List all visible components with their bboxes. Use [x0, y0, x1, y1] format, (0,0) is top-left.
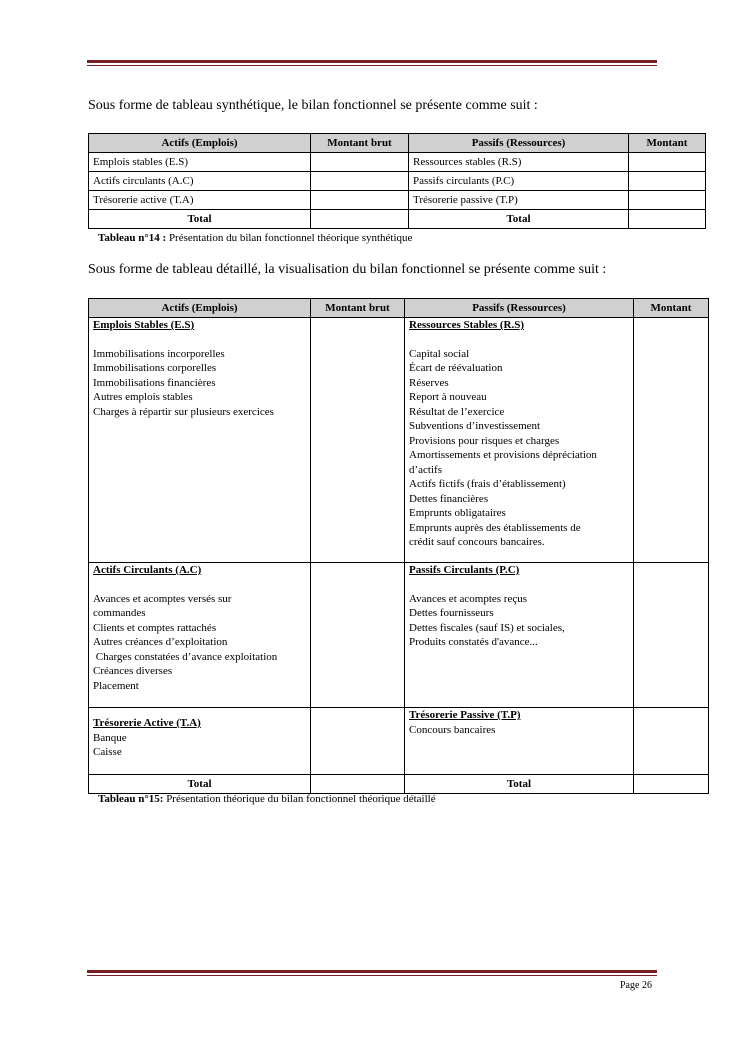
- list-item: Résultat de l’exercice: [409, 405, 505, 418]
- list-item: Actifs fictifs (frais d’établissement): [409, 478, 566, 490]
- tresorerie-passive-cell: [405, 708, 634, 775]
- list-item: Immobilisations incorporelles: [93, 347, 225, 360]
- pc-list: [409, 592, 629, 650]
- cell-montant: [634, 775, 709, 794]
- list-item: crédit sauf concours bancaires.: [409, 536, 545, 548]
- list-item: Placement: [93, 679, 139, 692]
- total-left: Total: [89, 775, 311, 794]
- cell-montant: [634, 708, 709, 775]
- list-item: Amortissements et provisions dépréciation: [409, 449, 597, 461]
- cell-passif: Trésorerie passive (T.P): [409, 191, 629, 210]
- cell-montant: [634, 563, 709, 708]
- cell-actif: Actifs circulants (A.C): [89, 172, 311, 191]
- list-item: Dettes financières: [409, 492, 489, 505]
- list-item: Charges à répartir sur plusieurs exercices: [93, 405, 274, 418]
- total-left: Total: [89, 210, 311, 229]
- list-item: Dettes fournisseurs: [409, 607, 494, 619]
- list-item: Emprunts obligataires: [409, 507, 506, 519]
- header-actifs: Actifs (Emplois): [89, 134, 311, 153]
- intro-synthetic: Sous forme de tableau synthétique, le bilan fonctionnel se présente comme suit :: [88, 98, 538, 113]
- section-heading: Passifs Circulants (P.C): [409, 564, 520, 576]
- list-item: Charges constatées d’avance exploitation: [93, 650, 278, 663]
- list-item: Avances et acomptes reçus: [409, 592, 527, 605]
- list-item: Capital social: [409, 347, 470, 360]
- header-rule: [87, 60, 657, 66]
- cell-montant-brut: [311, 563, 405, 708]
- total-row: [89, 775, 709, 794]
- list-item: Autres emplois stables: [93, 391, 193, 403]
- cell-montant-brut: [311, 153, 409, 172]
- list-item: Créances diverses: [93, 665, 173, 677]
- header-montant: Montant: [629, 134, 706, 153]
- table-row: [89, 191, 706, 210]
- total-row: [89, 210, 706, 229]
- footer-rule: [87, 970, 657, 976]
- cell-actif: Trésorerie active (T.A): [89, 191, 311, 210]
- list-item: commandes: [93, 607, 146, 619]
- ac-list: [93, 592, 306, 694]
- list-item: Produits constatés d'avance...: [409, 636, 538, 648]
- table-header-row: [89, 134, 706, 153]
- list-item: Réserves: [409, 376, 449, 389]
- emplois-stables-cell: [89, 318, 311, 563]
- list-item: Banque: [93, 731, 127, 744]
- table14-caption: [98, 232, 412, 244]
- table-header-row: [89, 299, 709, 318]
- cell-montant-brut: [311, 775, 405, 794]
- caption-label: Tableau n°15:: [98, 793, 164, 805]
- page-number: Page 26: [620, 980, 652, 991]
- cell-montant: [629, 210, 706, 229]
- caption-label: Tableau n°14 :: [98, 232, 167, 244]
- intro-detailed: Sous forme de tableau détaillé, la visualisation du bilan fonctionnel se présente comme suit :: [88, 262, 607, 277]
- passifs-circulants-cell: [405, 563, 634, 708]
- header-passifs: Passifs (Ressources): [409, 134, 629, 153]
- rs-list: [409, 347, 629, 550]
- tresorerie-active-cell: [89, 708, 311, 775]
- header-passifs: Passifs (Ressources): [405, 299, 634, 318]
- list-item: Écart de réévaluation: [409, 362, 503, 374]
- cell-montant: [629, 153, 706, 172]
- cell-actif: Emplois stables (E.S): [89, 153, 311, 172]
- tresorerie-section-row: [89, 708, 709, 775]
- caption-text: Présentation théorique du bilan fonctionnel théorique détaillé: [163, 793, 436, 805]
- list-item: Immobilisations corporelles: [93, 362, 217, 374]
- cell-passif: Passifs circulants (P.C): [409, 172, 629, 191]
- total-right: Total: [405, 775, 634, 794]
- list-item: Autres créances d’exploitation: [93, 636, 228, 648]
- table15-caption: [98, 793, 436, 805]
- list-item: Avances et acomptes versés sur: [93, 592, 232, 605]
- ressources-stables-cell: [405, 318, 634, 563]
- cell-montant-brut: [311, 708, 405, 775]
- circulant-section-row: [89, 563, 709, 708]
- header-actifs: Actifs (Emplois): [89, 299, 311, 318]
- cell-montant-brut: [311, 210, 409, 229]
- synthetic-balance-table: [88, 133, 706, 229]
- detailed-balance-table: [88, 298, 709, 794]
- tp-list: [409, 723, 629, 738]
- ta-list: [93, 731, 306, 760]
- section-heading: Trésorerie Active (T.A): [93, 717, 201, 729]
- header-montant-brut: Montant brut: [311, 299, 405, 318]
- section-heading: Emplois Stables (E.S): [93, 319, 195, 331]
- list-item: d’actifs: [409, 463, 442, 476]
- list-item: Provisions pour risques et charges: [409, 434, 560, 447]
- list-item: Report à nouveau: [409, 391, 487, 403]
- list-item: Concours bancaires: [409, 723, 496, 736]
- list-item: Emprunts auprès des établissements de: [409, 521, 581, 534]
- cell-montant: [629, 191, 706, 210]
- header-montant-brut: Montant brut: [311, 134, 409, 153]
- cell-montant-brut: [311, 318, 405, 563]
- stable-section-row: [89, 318, 709, 563]
- list-item: Dettes fiscales (sauf IS) et sociales,: [409, 621, 565, 634]
- table-row: [89, 172, 706, 191]
- list-item: Subventions d’investissement: [409, 420, 541, 432]
- cell-montant-brut: [311, 172, 409, 191]
- cell-montant-brut: [311, 191, 409, 210]
- table-row: [89, 153, 706, 172]
- cell-passif: Ressources stables (R.S): [409, 153, 629, 172]
- list-item: Clients et comptes rattachés: [93, 621, 217, 634]
- section-heading: Trésorerie Passive (T.P): [409, 709, 521, 721]
- es-list: [93, 347, 306, 420]
- actifs-circulants-cell: [89, 563, 311, 708]
- caption-text: Présentation du bilan fonctionnel théorique synthétique: [166, 232, 413, 244]
- cell-montant: [629, 172, 706, 191]
- total-right: Total: [409, 210, 629, 229]
- section-heading: Actifs Circulants (A.C): [93, 564, 202, 576]
- list-item: Immobilisations financières: [93, 376, 216, 389]
- cell-montant: [634, 318, 709, 563]
- list-item: Caisse: [93, 746, 122, 758]
- section-heading: Ressources Stables (R.S): [409, 319, 524, 331]
- header-montant: Montant: [634, 299, 709, 318]
